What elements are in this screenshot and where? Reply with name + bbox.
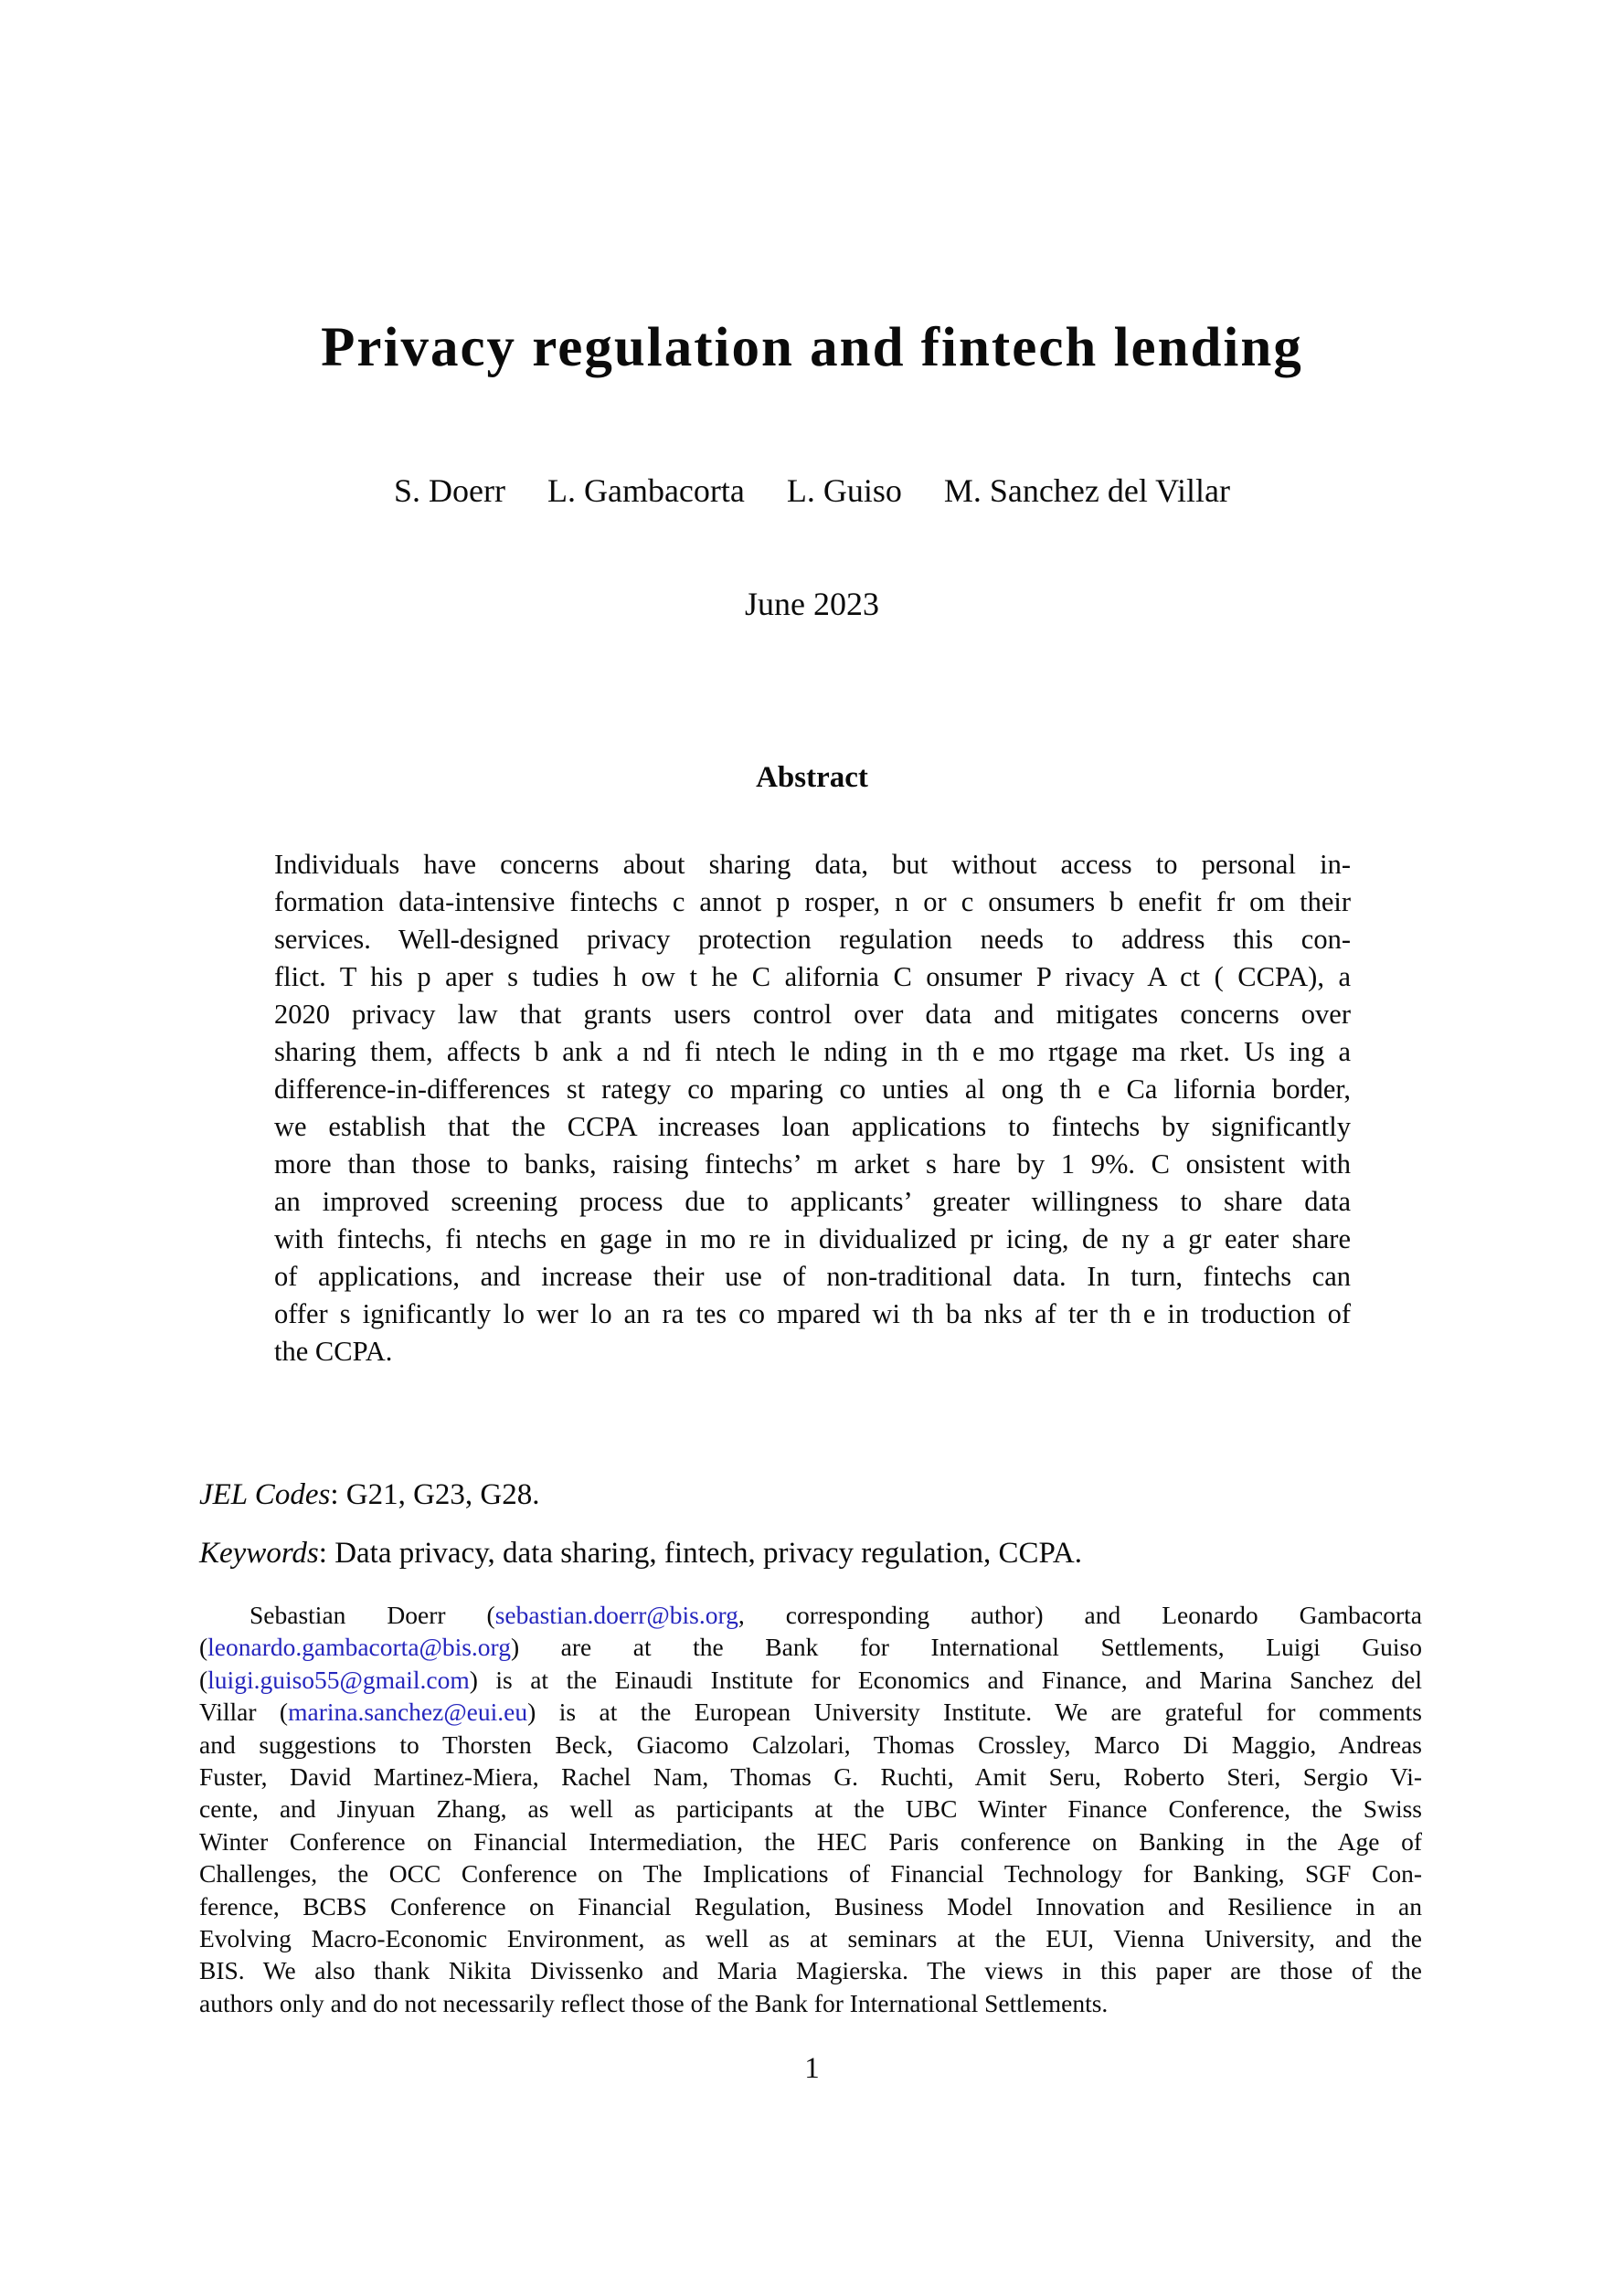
jel-codes-line	[199, 1478, 539, 1512]
jel-codes-label: JEL Codes	[199, 1478, 331, 1511]
publication-date: June 2023	[745, 586, 879, 622]
abstract-line: Individuals have concerns about sharing data, but without access to personal in-	[274, 849, 1351, 880]
footnote-text: Villar (	[199, 1698, 289, 1727]
footnote-line	[199, 1631, 1422, 1663]
abstract-line: services. Well-designed privacy protection regulation needs to address this con-	[274, 924, 1351, 955]
footnote-text: ference, BCBS Conference on Financial Regulation, Business Model Innovation and Resilience in an	[199, 1891, 1422, 1920]
abstract-line: an improved screening process due to applicants’ greater willingness to share data	[274, 1186, 1351, 1217]
keywords-label: Keywords	[199, 1537, 319, 1570]
footnote-text: Winter Conference on Financial Intermediation, the HEC Paris conference on Banking in the Age of	[199, 1826, 1422, 1856]
footnote-text: Fuster, David Martinez-Miera, Rachel Nam, Thomas G. Ruchti, Amit Seru, Roberto Steri, Sergio Vi-	[199, 1762, 1422, 1791]
abstract-heading: Abstract	[756, 761, 868, 794]
abstract-line: sharing them, affects b ank a nd fi ntech le nding in th e mo rtgage ma rket. Us ing a	[274, 1036, 1351, 1067]
abstract-line: of applications, and increase their use of non-traditional data. In turn, fintechs can	[274, 1261, 1351, 1292]
footnote-line	[199, 1729, 1422, 1761]
footnote-text: Sebastian Doerr (	[249, 1601, 495, 1629]
abstract-line: we establish that the CCPA increases loan applications to fintechs by significantly	[274, 1111, 1351, 1142]
jel-codes-value: : G21, G23, G28.	[330, 1478, 540, 1511]
footnote-line	[199, 1954, 1422, 1986]
author-name: M. Sanchez del Villar	[943, 472, 1230, 509]
footnote-line	[199, 1696, 1422, 1728]
footnote-text: cente, and Jinyuan Zhang, as well as participants at the UBC Winter Finance Conference, the Swiss	[199, 1794, 1422, 1824]
footnote-text: (	[199, 1665, 208, 1694]
abstract-line: offer s ignificantly lo wer lo an ra tes co mpared wi th ba nks af ter th e in troduction of	[274, 1298, 1351, 1329]
footnote-text: (	[199, 1633, 208, 1662]
abstract-line: with fintechs, fi ntechs en gage in mo re in dividualized pr icing, de ny a gr eater share	[274, 1223, 1351, 1254]
author-list	[0, 471, 1624, 510]
footnote-text: Challenges, the OCC Conference on The Implications of Financial Technology for Banking, SGF Con-	[199, 1859, 1422, 1889]
abstract-body	[274, 846, 1351, 1370]
footnote-line	[199, 1761, 1422, 1793]
footnote-text: BIS. We also thank Nikita Divissenko and Maria Magierska. The views in this paper are those of the	[199, 1956, 1422, 1985]
footnote-text: ) is at the Einaudi Institute for Economics and Finance, and Marina Sanchez del	[469, 1665, 1422, 1694]
footnote-text: authors only and do not necessarily reflect those of the Bank for International Settlements.	[199, 1988, 1109, 2017]
author-name: L. Gambacorta	[547, 472, 745, 509]
email-link[interactable]: leonardo.gambacorta@bis.org	[207, 1633, 511, 1662]
page-number: 1	[804, 2052, 820, 2085]
footnote	[199, 1599, 1422, 2019]
email-link[interactable]: luigi.guiso55@gmail.com	[207, 1665, 470, 1694]
footnote-text: , corresponding author) and Leonardo Gambacorta	[738, 1601, 1422, 1629]
footnote-text: ) are at the Bank for International Settlements, Luigi Guiso	[510, 1633, 1422, 1662]
abstract-line: more than those to banks, raising fintechs’ m arket s hare by 1 9%. C onsistent with	[274, 1148, 1351, 1180]
footnote-line	[199, 1793, 1422, 1825]
keywords-value: : Data privacy, data sharing, fintech, privacy regulation, CCPA.	[318, 1537, 1082, 1570]
footnote-line	[199, 1599, 1422, 1631]
footnote-line	[199, 1922, 1422, 1954]
paper-title: Privacy regulation and fintech lending	[321, 317, 1303, 378]
abstract-line: difference-in-differences st rategy co mparing co unties al ong th e Ca lifornia border,	[274, 1074, 1351, 1105]
keywords-line	[199, 1537, 1082, 1571]
abstract-line: 2020 privacy law that grants users control over data and mitigates concerns over	[274, 999, 1351, 1030]
footnote-line	[199, 1890, 1422, 1922]
footnote-text: and suggestions to Thorsten Beck, Giacomo Calzolari, Thomas Crossley, Marco Di Maggio, Andreas	[199, 1730, 1422, 1759]
abstract-line: flict. T his p aper s tudies h ow t he C alifornia C onsumer P rivacy A ct ( CCPA), a	[274, 961, 1351, 992]
abstract-line: the CCPA.	[274, 1336, 393, 1367]
footnote-text: Evolving Macro-Economic Environment, as well as at seminars at the EUI, Vienna University, and the	[199, 1923, 1422, 1952]
footnote-text: ) is at the European University Institute. We are grateful for comments	[527, 1698, 1422, 1727]
email-link[interactable]: marina.sanchez@eui.eu	[288, 1698, 528, 1727]
footnote-line	[199, 1664, 1422, 1696]
abstract-line: formation data-intensive fintechs c annot p rosper, n or c onsumers b enefit fr om their	[274, 886, 1351, 917]
email-link[interactable]: sebastian.doerr@bis.org	[494, 1601, 738, 1629]
footnote-line	[199, 1825, 1422, 1857]
author-name: S. Doerr	[394, 472, 505, 509]
footnote-line	[199, 1857, 1422, 1889]
author-name: L. Guiso	[786, 472, 902, 509]
footnote-line	[199, 1987, 1422, 2019]
